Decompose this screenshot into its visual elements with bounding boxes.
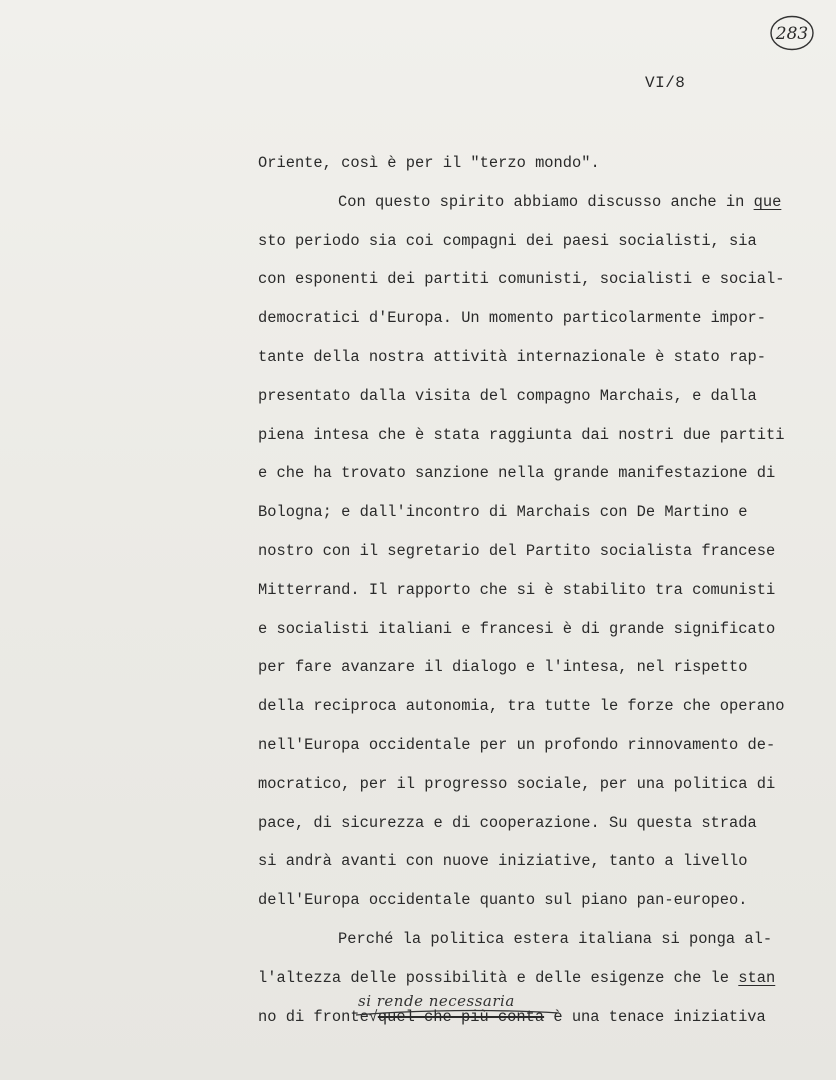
page-number-text: 283 — [775, 24, 809, 44]
text-line — [258, 959, 824, 998]
text-line: mocratico, per il progresso sociale, per una politica di — [258, 774, 776, 793]
circled-page-number — [769, 14, 815, 52]
underlined-syllable: stan — [738, 968, 776, 987]
handwritten-insertion: si rende necessaria — [358, 991, 515, 1010]
text-line: sto periodo sia coi compagni dei paesi socialisti, sia — [258, 231, 757, 250]
text-line: nostro con il segretario del Partito socialista francese — [258, 541, 776, 560]
text-line: Oriente, così è per il "terzo mondo". — [258, 154, 600, 172]
text-segment: l'altezza delle possibilità e delle esigenze che le — [258, 968, 739, 987]
text-line: presentato dalla visita del compagno Marchais, e dalla — [258, 386, 757, 405]
text-line: dell'Europa occidentale quanto sul piano pan-europeo. — [258, 891, 748, 910]
text-line: Bologna; e dall'incontro di Marchais con De Martino e — [258, 503, 748, 522]
text-line: per fare avanzare il dialogo e l'intesa, nel rispetto — [258, 658, 748, 677]
text-line: con esponenti dei partiti comunisti, socialisti e social- — [258, 270, 785, 289]
text-segment: è una tenace iniziativa — [544, 1007, 766, 1026]
text-line: Mitterrand. Il rapporto che si è stabilito tra comunisti — [258, 580, 776, 599]
paragraph-start-line: Perché la politica estera italiana si ponga al- — [338, 929, 773, 948]
text-line: e socialisti italiani e francesi è di grande significato — [258, 619, 776, 638]
section-reference: VI/8 — [645, 74, 686, 92]
text-segment: Con questo spirito abbiamo discusso anche in — [338, 192, 754, 211]
text-line: democratici d'Europa. Un momento particolarmente impor- — [258, 309, 766, 328]
text-line: della reciproca autonomia, tra tutte le forze che operano — [258, 697, 785, 716]
handwritten-underline-stroke — [354, 1006, 564, 1018]
body-text — [258, 144, 824, 1036]
text-line: e che ha trovato sanzione nella grande manifestazione di — [258, 464, 776, 483]
page-number-stamp — [769, 14, 815, 52]
text-line: si andrà avanti con nuove iniziative, tanto a livello — [258, 852, 748, 871]
text-line: tante della nostra attività internazionale è stato rap- — [258, 347, 766, 366]
corrected-line — [258, 991, 824, 1037]
text-line: nell'Europa occidentale per un profondo rinnovamento de- — [258, 735, 776, 754]
paragraph-start-line — [258, 183, 824, 222]
underlined-syllable: que — [753, 192, 782, 211]
text-segment: no di fronte — [258, 1007, 369, 1026]
insertion-caret: √ — [368, 1008, 378, 1026]
struck-text: quel che più conta — [377, 1007, 545, 1026]
text-line: pace, di sicurezza e di cooperazione. Su questa strada — [258, 813, 757, 832]
text-line: piena intesa che è stata raggiunta dai nostri due partiti — [258, 425, 785, 444]
